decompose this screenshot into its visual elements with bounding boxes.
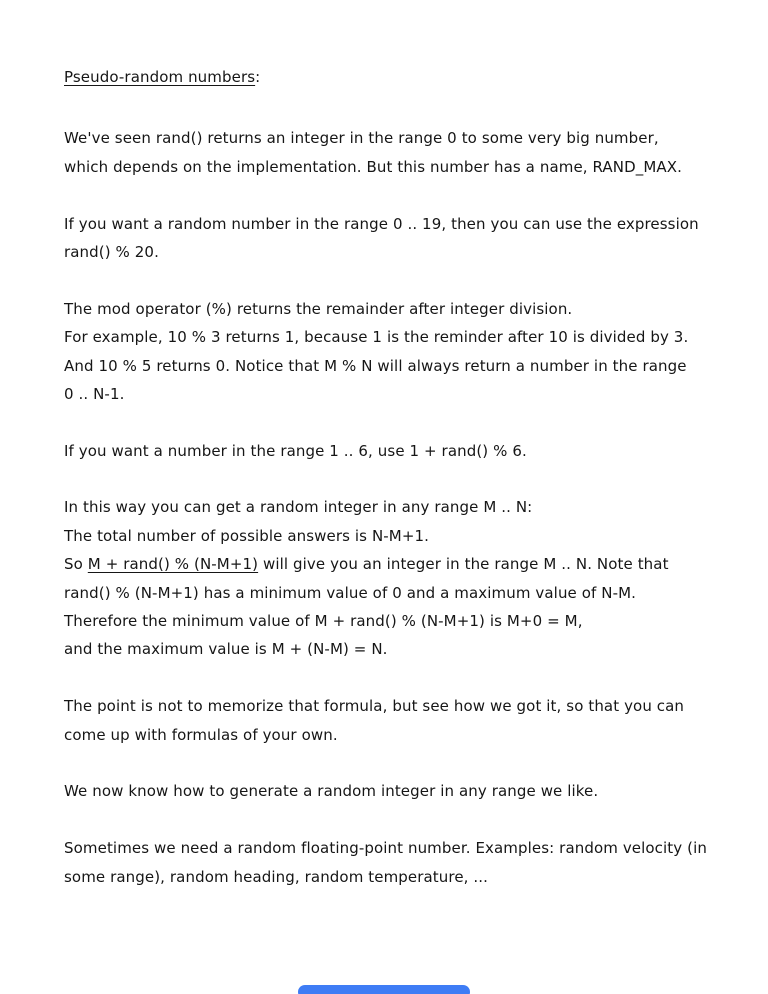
paragraph bbox=[64, 124, 724, 181]
text-line bbox=[64, 380, 724, 408]
text-line bbox=[64, 295, 724, 323]
text-segment: If you want a number in the range 1 .. 6, use 1 + rand() % 6. bbox=[64, 441, 527, 460]
text-line bbox=[64, 550, 724, 578]
page-progress-bar bbox=[298, 985, 470, 994]
paragraph bbox=[64, 692, 724, 749]
text-segment: So bbox=[64, 555, 88, 574]
text-line bbox=[64, 834, 724, 862]
text-segment: In this way you can get a random integer in any range M .. N: bbox=[64, 498, 533, 517]
text-segment: : bbox=[255, 68, 261, 86]
text-line bbox=[64, 607, 724, 635]
paragraph bbox=[64, 834, 724, 891]
text-segment: will give you an integer in the range M .. N. Note that bbox=[258, 555, 669, 574]
text-segment: The mod operator (%) returns the remainder after integer division. bbox=[64, 299, 573, 318]
paragraph bbox=[64, 777, 724, 805]
paragraph bbox=[64, 295, 724, 409]
text-segment: and the maximum value is M + (N-M) = N. bbox=[64, 640, 388, 659]
paragraph bbox=[64, 493, 724, 663]
text-line bbox=[64, 323, 724, 351]
text-segment: The point is not to memorize that formula, but see how we got it, so that you can bbox=[64, 697, 685, 716]
text-line bbox=[64, 777, 724, 805]
text-line bbox=[64, 493, 724, 521]
text-segment: For example, 10 % 3 returns 1, because 1 is the reminder after 10 is divided by 3. bbox=[64, 328, 689, 347]
text-segment: M + rand() % (N-M+1) bbox=[87, 555, 259, 574]
text-segment: Pseudo-random numbers bbox=[64, 68, 256, 86]
text-line bbox=[64, 522, 724, 550]
text-segment: The total number of possible answers is N-M+1. bbox=[64, 526, 430, 545]
text-line bbox=[64, 238, 724, 266]
text-segment: come up with formulas of your own. bbox=[64, 725, 338, 744]
text-line bbox=[64, 692, 724, 720]
text-segment: Sometimes we need a random floating-point number. Examples: random velocity (in bbox=[64, 839, 707, 858]
paragraph bbox=[64, 437, 724, 465]
document-body bbox=[64, 124, 724, 891]
text-segment: rand() % (N-M+1) has a minimum value of 0 and a maximum value of N-M. bbox=[64, 583, 637, 602]
text-line bbox=[64, 210, 724, 238]
text-line bbox=[64, 579, 724, 607]
text-segment: 0 .. N-1. bbox=[64, 384, 125, 403]
text-line bbox=[64, 124, 724, 152]
text-segment: If you want a random number in the range 0 .. 19, then you can use the expression bbox=[64, 214, 699, 233]
text-line bbox=[64, 437, 724, 465]
text-segment: We now know how to generate a random integer in any range we like. bbox=[64, 782, 599, 801]
document-content bbox=[64, 63, 724, 891]
text-segment: And 10 % 5 returns 0. Notice that M % N will always return a number in the range bbox=[64, 356, 687, 375]
text-line bbox=[64, 352, 724, 380]
paragraph bbox=[64, 210, 724, 267]
text-segment: which depends on the implementation. But this number has a name, RAND_MAX. bbox=[64, 157, 683, 176]
text-segment: some range), random heading, random temperature, ... bbox=[64, 867, 488, 886]
text-segment: rand() % 20. bbox=[64, 242, 159, 261]
text-line bbox=[64, 153, 724, 181]
text-segment: We've seen rand() returns an integer in the range 0 to some very big number, bbox=[64, 129, 659, 148]
text-segment: Therefore the minimum value of M + rand() % (N-M+1) is M+0 = M, bbox=[64, 612, 583, 631]
text-line bbox=[64, 721, 724, 749]
document-title bbox=[64, 63, 724, 91]
text-line bbox=[64, 863, 724, 891]
text-line bbox=[64, 635, 724, 663]
